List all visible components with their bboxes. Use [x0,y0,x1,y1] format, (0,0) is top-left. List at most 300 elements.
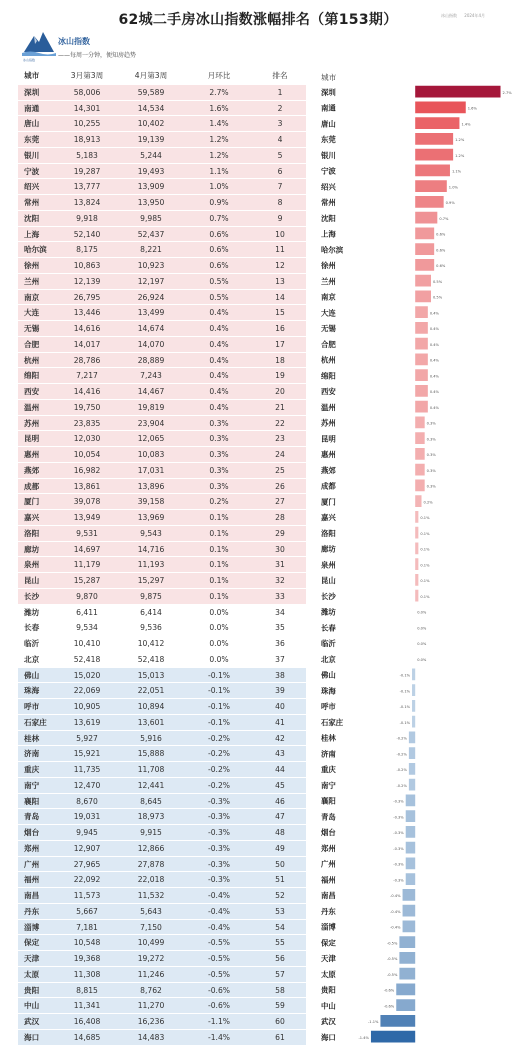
cell-city: 燕郊 [24,465,40,475]
cell-rank: 32 [275,576,285,585]
cell-rank: 43 [275,749,285,759]
chart-bar [415,543,418,555]
cell-change: 0.3% [209,418,229,428]
cell-rank: 14 [275,292,285,302]
chart-bar [412,684,415,696]
cell-change: 0.1% [209,513,229,522]
chart-value-label: 0.9% [445,201,455,205]
cell-rank: 12 [275,261,285,270]
chart-value-label: 0.4% [429,358,439,363]
cell-change: 0.3% [209,481,229,491]
cell-change: -0.2% [207,765,231,774]
cell-city: 保定 [24,938,40,948]
table-row [18,966,306,982]
cell-change: 1.1% [209,166,229,176]
cell-rank: 1 [277,87,283,97]
table-header [18,68,306,84]
chart-value-label: 0.1% [420,531,430,536]
chart-category-label: 温州 [321,402,336,412]
chart-value-label: -0.3% [393,862,404,867]
chart-bar [399,952,415,964]
cell-march: 14,616 [73,324,101,333]
cell-city: 贵阳 [24,985,40,995]
chart-value-label: -0.6% [383,988,395,993]
cell-march: 9,534 [76,623,98,633]
cell-change: -0.3% [207,859,231,869]
cell-march: 13,949 [73,513,101,522]
chart-value-label: 1.1% [451,169,462,174]
cell-city: 洛阳 [24,528,40,538]
table-row [18,493,306,509]
chart-category-label: 临沂 [321,639,336,648]
cell-march: 12,139 [73,276,101,286]
cell-april: 22,051 [137,686,165,696]
cell-change: -1.1% [207,1017,231,1026]
chart-value-label: 0.1% [420,579,430,583]
cell-city: 武汉 [24,1017,40,1026]
chart-value-label: -0.2% [396,783,407,788]
cell-rank: 55 [275,938,285,948]
table-row [18,367,306,383]
cell-april: 10,402 [137,119,165,129]
cell-change: 0.2% [209,497,229,507]
cell-change: -0.3% [207,812,231,822]
cell-city: 呼市 [24,702,40,711]
cell-march: 18,913 [73,135,101,144]
cell-april: 19,139 [137,135,165,144]
chart-value-label: -0.4% [390,925,401,930]
chart-category-label: 保定 [321,938,336,948]
cell-april: 10,412 [137,639,165,648]
chart-value-label: 1.2% [455,153,465,158]
cell-march: 8,670 [76,796,98,806]
table-row [18,903,306,919]
chart-value-label: 0.4% [429,311,439,316]
cell-rank: 42 [275,733,285,743]
cell-rank: 5 [277,150,283,160]
cell-march: 58,006 [73,87,101,97]
table-row [18,509,306,525]
cell-rank: 4 [277,135,283,144]
chart-bar [415,527,418,539]
chart-category-label: 昆明 [321,434,336,444]
chart-category-label: 上海 [321,229,336,239]
chart-category-label: 福州 [321,875,336,885]
chart-value-label: -0.1% [399,720,411,725]
table-row [18,824,306,840]
header-meta-date: 2024年4月 [464,13,486,18]
chart-category-label: 苏州 [321,418,336,428]
cell-april: 9,543 [140,528,162,538]
table-row [18,320,306,336]
cell-march: 15,287 [73,576,101,585]
chart-value-label: 0.3% [426,453,436,457]
table-row [18,525,306,541]
chart-bar [406,842,415,854]
cell-city: 佛山 [24,670,40,680]
cell-rank: 18 [275,355,285,365]
table-row [18,541,306,557]
cell-city: 温州 [24,402,40,412]
chart-bar [415,464,424,476]
chart-bar [415,306,428,318]
cell-rank: 56 [275,954,285,963]
cell-march: 14,685 [73,1032,101,1042]
table-row [18,934,306,950]
cell-march: 27,965 [73,859,101,869]
cell-april: 9,915 [140,828,162,837]
chart-bar [409,763,415,775]
chart-value-label: 1.6% [467,106,477,111]
cell-march: 11,308 [73,969,101,979]
cell-march: 10,548 [73,938,101,948]
table-row [18,147,306,163]
cell-april: 13,896 [137,481,165,491]
chart-category-label: 淄博 [321,922,336,932]
cell-change: 1.0% [209,182,229,192]
chart-category-label: 南宁 [321,780,336,790]
cell-city: 南京 [24,292,40,302]
chart-category-label: 常州 [321,198,336,207]
chart-value-label: 0.4% [429,327,439,331]
cell-city: 南昌 [24,891,40,900]
chart-bar [415,322,428,334]
table-row [18,714,306,730]
chart-bar [415,133,453,145]
chart-value-label: 0.4% [429,374,439,379]
cell-april: 19,493 [137,166,165,176]
cell-april: 11,532 [137,891,165,900]
chart-bar [409,732,415,744]
cell-march: 10,410 [73,639,101,648]
cell-city: 珠海 [24,686,40,696]
chart-value-label: -0.3% [393,846,404,851]
cell-city: 长春 [24,623,40,633]
chart-bar [399,968,415,980]
cell-change: 0.3% [209,465,229,475]
cell-april: 16,236 [137,1017,165,1026]
cell-march: 7,217 [76,371,98,381]
chart-category-label: 洛阳 [321,528,336,538]
cell-rank: 45 [275,780,285,790]
table-row [18,793,306,809]
chart-category-label: 南京 [321,292,336,302]
table-row [18,682,306,698]
cell-change: 0.4% [209,339,229,349]
chart-value-label: 0.3% [426,437,436,442]
chart-value-label: 0.4% [429,342,439,347]
cell-change: 0.7% [209,213,229,223]
cell-city: 杭州 [24,355,40,365]
chart-category-label: 青岛 [321,812,336,822]
chart-category-label: 天津 [321,954,336,963]
cell-march: 8,175 [76,245,98,255]
chart-bar [415,117,459,129]
cell-rank: 41 [275,717,285,727]
cell-change: -0.1% [207,717,231,727]
cell-rank: 57 [275,969,285,979]
chart-category-label: 燕郊 [321,465,336,475]
cell-change: 0.0% [209,654,229,664]
cell-rank: 10 [275,229,285,239]
table-body [18,84,306,1045]
chart-value-label: 0.1% [420,594,430,599]
brand-slogan: ——每周一分钟，便知房趋势 [58,52,137,59]
chart-category-label: 珠海 [321,686,336,696]
cell-april: 13,950 [137,198,165,207]
cell-change: -0.4% [207,922,231,932]
chart-category-label: 杭州 [321,355,336,365]
chart-bar [406,795,415,807]
chart-category-label: 泉州 [321,560,336,570]
chart-category-label: 石家庄 [321,717,344,727]
cell-city: 长沙 [24,591,40,601]
cell-change: -0.4% [207,891,231,900]
cell-change: -0.3% [207,796,231,806]
chart-title: 城市 [321,73,337,82]
cell-rank: 52 [275,891,285,900]
cell-rank: 27 [275,497,285,507]
cell-city: 哈尔滨 [24,245,47,255]
cell-city: 大连 [24,308,40,318]
cell-change: -0.2% [207,780,231,790]
cell-change: -0.1% [207,702,231,711]
table-row [18,982,306,998]
chart-bar [399,936,415,948]
cell-city: 福州 [24,875,40,885]
cell-march: 12,907 [73,843,101,853]
chart-value-label: -0.4% [390,894,401,898]
cell-rank: 59 [275,1001,285,1011]
cell-march: 19,031 [73,812,101,822]
chart-category-label: 徐州 [321,261,336,270]
cell-city: 淄博 [24,922,40,932]
cell-change: -0.2% [207,749,231,759]
cell-change: 1.4% [209,119,229,129]
cell-rank: 21 [275,402,285,412]
table-row [18,304,306,320]
cell-change: -0.3% [207,875,231,885]
cell-april: 27,878 [137,859,165,869]
cell-rank: 24 [275,450,285,459]
table-row [18,856,306,872]
chart-value-label: 0.1% [420,563,430,568]
table-row [18,777,306,793]
cell-city: 厦门 [24,497,40,507]
cell-city: 石家庄 [24,717,47,727]
chart-bar [415,275,431,287]
cell-city: 泉州 [24,560,40,570]
chart-value-label: 0.3% [426,484,436,489]
cell-march: 9,531 [76,528,98,538]
cell-change: 0.5% [209,292,229,302]
cell-city: 丹东 [24,906,40,916]
cell-march: 13,619 [73,717,101,727]
table-row [18,651,306,667]
cell-april: 10,923 [137,261,165,270]
chart-bar [415,574,418,586]
cell-rank: 22 [275,418,285,428]
table-row [18,257,306,273]
cell-change: 1.2% [209,135,229,144]
chart-bar [415,511,418,523]
table-row [18,667,306,683]
chart-category-label: 佛山 [321,670,336,680]
cell-city: 北京 [24,654,40,664]
chart-bar [415,196,443,208]
chart-bar [396,984,415,996]
cell-rank: 26 [275,481,285,491]
cell-march: 10,863 [73,261,101,270]
chart-bar [412,716,415,728]
table-row [18,604,306,620]
chart-bar [415,558,418,570]
cell-rank: 46 [275,796,285,806]
chart-category-label: 广州 [321,859,336,869]
cell-march: 13,777 [73,182,101,192]
table-row [18,163,306,179]
cell-rank: 33 [275,591,285,601]
cell-change: 0.4% [209,324,229,333]
cell-april: 23,904 [137,418,165,428]
table-row [18,115,306,131]
cell-rank: 47 [275,812,285,822]
cell-april: 26,924 [137,292,165,302]
cell-city: 烟台 [24,828,40,837]
chart-value-label: 0.5% [433,279,443,284]
cell-city: 青岛 [24,812,40,822]
table-row [18,194,306,210]
chart-category-label: 重庆 [321,765,336,774]
chart-category-label: 潍坊 [321,607,336,617]
cell-rank: 9 [277,213,283,223]
cell-change: 0.0% [209,607,229,617]
cell-change: 2.7% [209,87,229,97]
chart-category-label: 贵阳 [321,985,336,995]
cell-april: 15,013 [137,670,165,680]
table-row [18,730,306,746]
table-row [18,462,306,478]
table-row [18,399,306,415]
chart-bar [406,873,415,885]
cell-city: 上海 [24,229,40,239]
chart-category-label: 中山 [321,1001,336,1011]
cell-rank: 39 [275,686,285,696]
cell-rank: 40 [275,702,285,711]
chart-svg [318,68,514,1042]
cell-city: 廊坊 [24,544,40,554]
cell-change: -0.3% [207,828,231,837]
cell-city: 南通 [24,103,40,113]
header-change: 月环比 [207,71,231,80]
table-row [18,1013,306,1029]
header-rank: 排名 [272,71,288,80]
cell-city: 惠州 [24,450,40,459]
cell-change: -1.4% [207,1032,231,1042]
cell-change: 0.6% [209,261,229,270]
chart-value-label: 0.3% [426,421,436,426]
cell-change: -0.5% [207,969,231,979]
cell-march: 19,368 [73,954,101,963]
chart-category-label: 廊坊 [321,544,336,554]
table-row [18,1029,306,1045]
cell-march: 9,918 [76,213,98,223]
chart-bar [412,700,415,712]
cell-rank: 15 [275,308,285,318]
cell-rank: 31 [275,560,285,570]
chart-category-label: 东莞 [321,135,336,144]
chart-category-label: 昆山 [321,576,336,585]
chart-bar [415,180,447,192]
chart-category-label: 绍兴 [321,182,336,192]
cell-change: -0.5% [207,938,231,948]
chart-category-label: 郑州 [321,843,336,853]
cell-change: 0.3% [209,450,229,459]
cell-change: 0.1% [209,576,229,585]
chart-bar [406,858,415,870]
cell-rank: 38 [275,670,285,680]
cell-rank: 54 [275,922,285,932]
cell-change: -0.1% [207,670,231,680]
cell-april: 8,221 [140,245,162,255]
chart-value-label: -0.3% [393,831,404,835]
cell-april: 52,418 [137,654,165,664]
chart-value-label: 1.2% [455,138,465,142]
table-row [18,210,306,226]
chart-value-label: 0.2% [423,500,433,505]
cell-april: 11,708 [137,765,165,774]
table-row [18,556,306,572]
cell-city: 南宁 [24,780,40,790]
page-title: 62城二手房冰山指数涨幅排名（第153期） [118,12,398,28]
chart-category-label: 绵阳 [321,371,336,381]
chart-value-label: -0.3% [393,799,404,804]
cell-april: 14,716 [137,544,165,554]
header-meta [441,13,491,19]
change-bar-chart [318,68,514,1042]
table-row [18,273,306,289]
chart-value-label: -0.4% [390,909,401,914]
cell-april: 8,645 [140,796,162,806]
chart-bar [371,1031,415,1043]
cell-change: 0.1% [209,560,229,570]
cell-change: 0.1% [209,591,229,601]
table-row [18,887,306,903]
cell-city: 绍兴 [24,182,40,192]
chart-bar [415,228,434,240]
chart-bar [415,417,424,429]
cell-rank: 51 [275,875,285,885]
chart-value-label: -1.1% [368,1020,379,1024]
cell-city: 桂林 [24,733,40,743]
cell-rank: 34 [275,607,285,617]
chart-value-label: 0.4% [429,390,439,394]
header-city: 城市 [24,71,40,80]
chart-value-label: 0.6% [436,232,446,237]
cell-rank: 58 [275,985,285,995]
cell-city: 兰州 [24,276,40,286]
cell-april: 15,888 [137,749,165,759]
cell-march: 16,408 [73,1017,101,1026]
cell-march: 14,301 [73,103,101,113]
chart-bar [415,338,428,350]
cell-april: 5,244 [140,150,162,160]
chart-value-label: -0.3% [393,815,404,820]
cell-april: 22,018 [137,875,165,885]
chart-bar [415,432,424,444]
chart-value-label: -0.1% [399,673,411,678]
chart-value-label: 0.1% [420,547,430,552]
